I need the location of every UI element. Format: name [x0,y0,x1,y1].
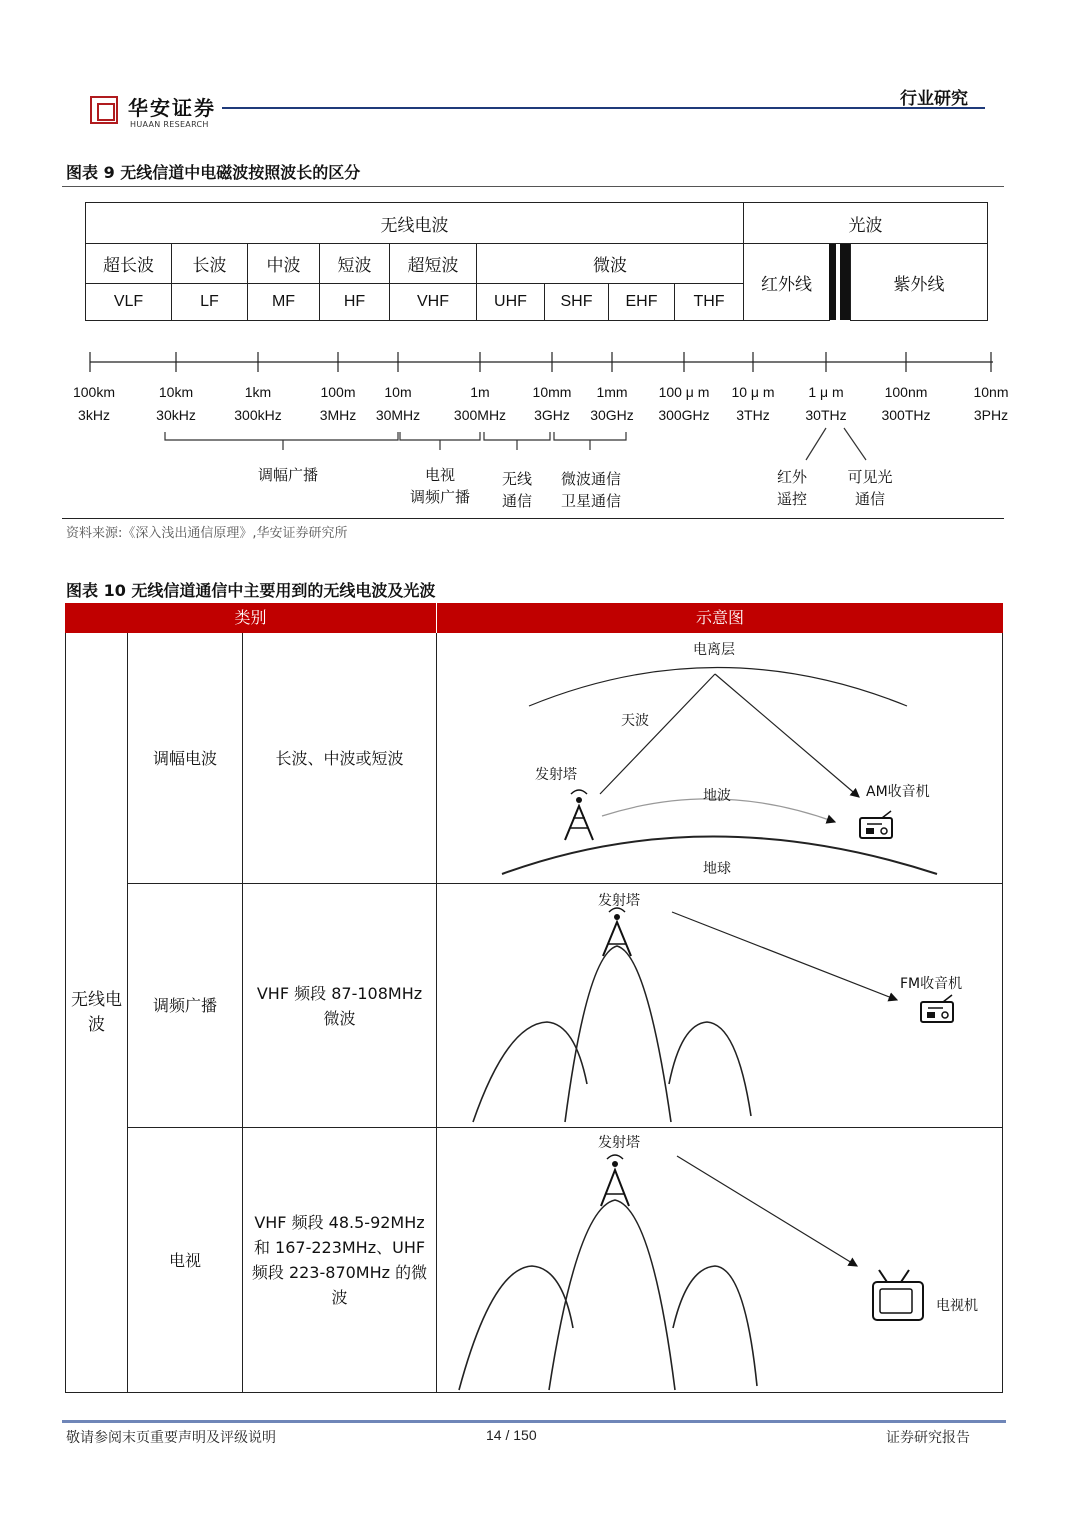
band-cn-vlf: 超长波 [85,243,172,284]
scale-wavelength-label: 100m [320,384,356,400]
grid-line [1002,633,1003,1393]
sky-wave-up [600,674,715,794]
band-cn-lf: 长波 [171,243,248,284]
tower-label-2: 发射塔 [598,893,640,909]
scale-wavelength-label: 100nm [884,384,928,400]
use-microwave-comm: 微波通信 [560,470,621,488]
figure-9-top-rule [62,186,1004,187]
use-wireless-2: 通信 [501,492,532,510]
bracket-microwave [554,432,626,440]
use-fm-label: 调频广播 [409,488,470,506]
scale-wavelength-label: 1m [470,384,490,400]
scale-wavelength-label: 10nm [973,384,1009,400]
scale-frequency-label: 3THz [736,407,770,423]
tv-diagram [437,1128,1002,1392]
bracket-wireless [484,432,550,440]
am-radio-label: AM收音机 [866,784,930,800]
sky-wave-label: 天波 [621,713,649,729]
brand-name: 华安证券 [128,96,216,120]
grid-line [65,1392,1003,1393]
row1-desc: 长波、中波或短波 [275,748,404,768]
scale-wavelength-label: 10mm [532,384,572,400]
logo-icon [90,96,118,124]
visible-light-gap [836,244,840,320]
tower-label-1: 发射塔 [535,767,577,783]
band-en-shf: SHF [544,283,609,321]
use-visible-2: 通信 [854,490,885,508]
radio-icon [921,995,953,1022]
scale-frequency-label: 300MHz [453,407,507,423]
tower-label-3: 发射塔 [598,1135,640,1151]
header-divider [222,107,985,109]
ground-wave-label: 地波 [703,788,731,804]
scale-frequency-label: 3PHz [973,407,1009,423]
visible-light-band [829,244,851,320]
use-tv-label: 电视 [424,466,455,484]
sky-wave-down [715,674,859,797]
group-radio-waves: 无线电波 [71,989,122,1035]
scale-wavelength-label: 1mm [596,384,628,400]
scale-frequency-label: 3GHz [534,407,570,423]
earth-label: 地球 [703,861,731,877]
light-wave-header: 光波 [743,202,988,244]
section-label: 行业研究 [900,89,968,109]
scale-wavelength-label: 10 μ m [731,384,775,400]
row1-type: 调幅电波 [152,748,217,768]
ionosphere-arc [529,668,907,707]
footer-disclaimer: 敬请参阅末页重要声明及评级说明 [66,1430,276,1446]
use-satellite-comm: 卫星通信 [560,492,621,510]
use-am-broadcast: 调幅广播 [257,466,318,484]
band-cn-mf: 中波 [247,243,320,284]
scale-frequency-label: 3MHz [319,407,357,423]
row2-desc: VHF 频段 87-108MHz 微波 [256,983,423,1028]
scale-frequency-label: 30THz [805,407,847,423]
figure-9-bottom-rule [62,518,1004,519]
bracket-am [165,432,398,440]
scale-frequency-label: 30MHz [375,407,421,423]
row3-type: 电视 [168,1250,201,1270]
infrared-cell: 红外线 [743,243,830,321]
use-ir-2: 遥控 [776,490,807,508]
source-note: 资料来源:《深入浅出通信原理》,华安证券研究所 [66,526,348,541]
band-en-vhf: VHF [389,283,477,321]
band-en-ehf: EHF [608,283,675,321]
col-category-header: 类别 [234,608,267,627]
figure-10-title: 图表 10 无线信道通信中主要用到的无线电波及光波 [66,581,436,600]
tower-icon [601,1155,629,1206]
pointer-visible [844,428,866,460]
scale-wavelength-label: 100km [72,384,116,400]
use-visible-1: 可见光 [847,468,893,486]
am-diagram [437,634,1002,883]
footer-report-type: 证券研究报告 [886,1430,970,1446]
bracket-tv-fm [400,432,480,440]
brand-name-en: HUAAN RESEARCH [130,120,209,129]
radio-wave-header: 无线电波 [85,202,744,244]
row3-desc: VHF 频段 48.5-92MHz 和 167-223MHz、UHF 频段 223-870MHz 的微波 [251,1213,428,1307]
col-diagram-header: 示意图 [695,608,744,627]
footer-divider [62,1420,1006,1423]
band-cn-hf: 短波 [319,243,390,284]
scale-wavelength-label: 1 μ m [808,384,844,400]
scale-frequency-label: 300GHz [658,407,710,423]
radio-icon [860,811,892,838]
ionosphere-label: 电离层 [693,642,735,658]
use-wireless-1: 无线 [501,470,532,488]
scale-frequency-label: 300THz [881,407,931,423]
scale-wavelength-label: 10m [384,384,412,400]
scale-frequency-label: 30GHz [590,407,634,423]
scale-wavelength-label: 10km [158,384,194,400]
fm-radio-label: FM收音机 [900,976,963,992]
use-ir-1: 红外 [776,468,807,486]
pointer-ir [806,428,826,460]
tower-icon [603,908,631,956]
scale-wavelength-label: 100 μ m [658,384,710,400]
band-en-thf: THF [674,283,744,321]
fm-diagram [437,884,1002,1127]
band-en-hf: HF [319,283,390,321]
scale-frequency-label: 3kHz [78,407,110,423]
scale-wavelength-label: 1km [244,384,272,400]
header-separator [436,603,437,633]
band-cn-vhf: 超短波 [389,243,477,284]
band-en-vlf: VLF [85,283,172,321]
band-cn-microwave: 微波 [476,243,744,284]
scale-frequency-label: 30kHz [156,407,196,423]
ultraviolet-cell: 紫外线 [850,243,988,321]
page-number: 14 / 150 [486,1427,537,1443]
tower-icon [565,790,593,840]
tv-icon [873,1270,923,1320]
row2-type: 调频广播 [152,996,217,1015]
scale-frequency-label: 300kHz [234,407,282,423]
tv-set-label: 电视机 [936,1298,978,1314]
band-en-lf: LF [171,283,248,321]
band-en-uhf: UHF [476,283,545,321]
band-en-mf: MF [247,283,320,321]
figure-9-title: 图表 9 无线信道中电磁波按照波长的区分 [66,163,361,182]
